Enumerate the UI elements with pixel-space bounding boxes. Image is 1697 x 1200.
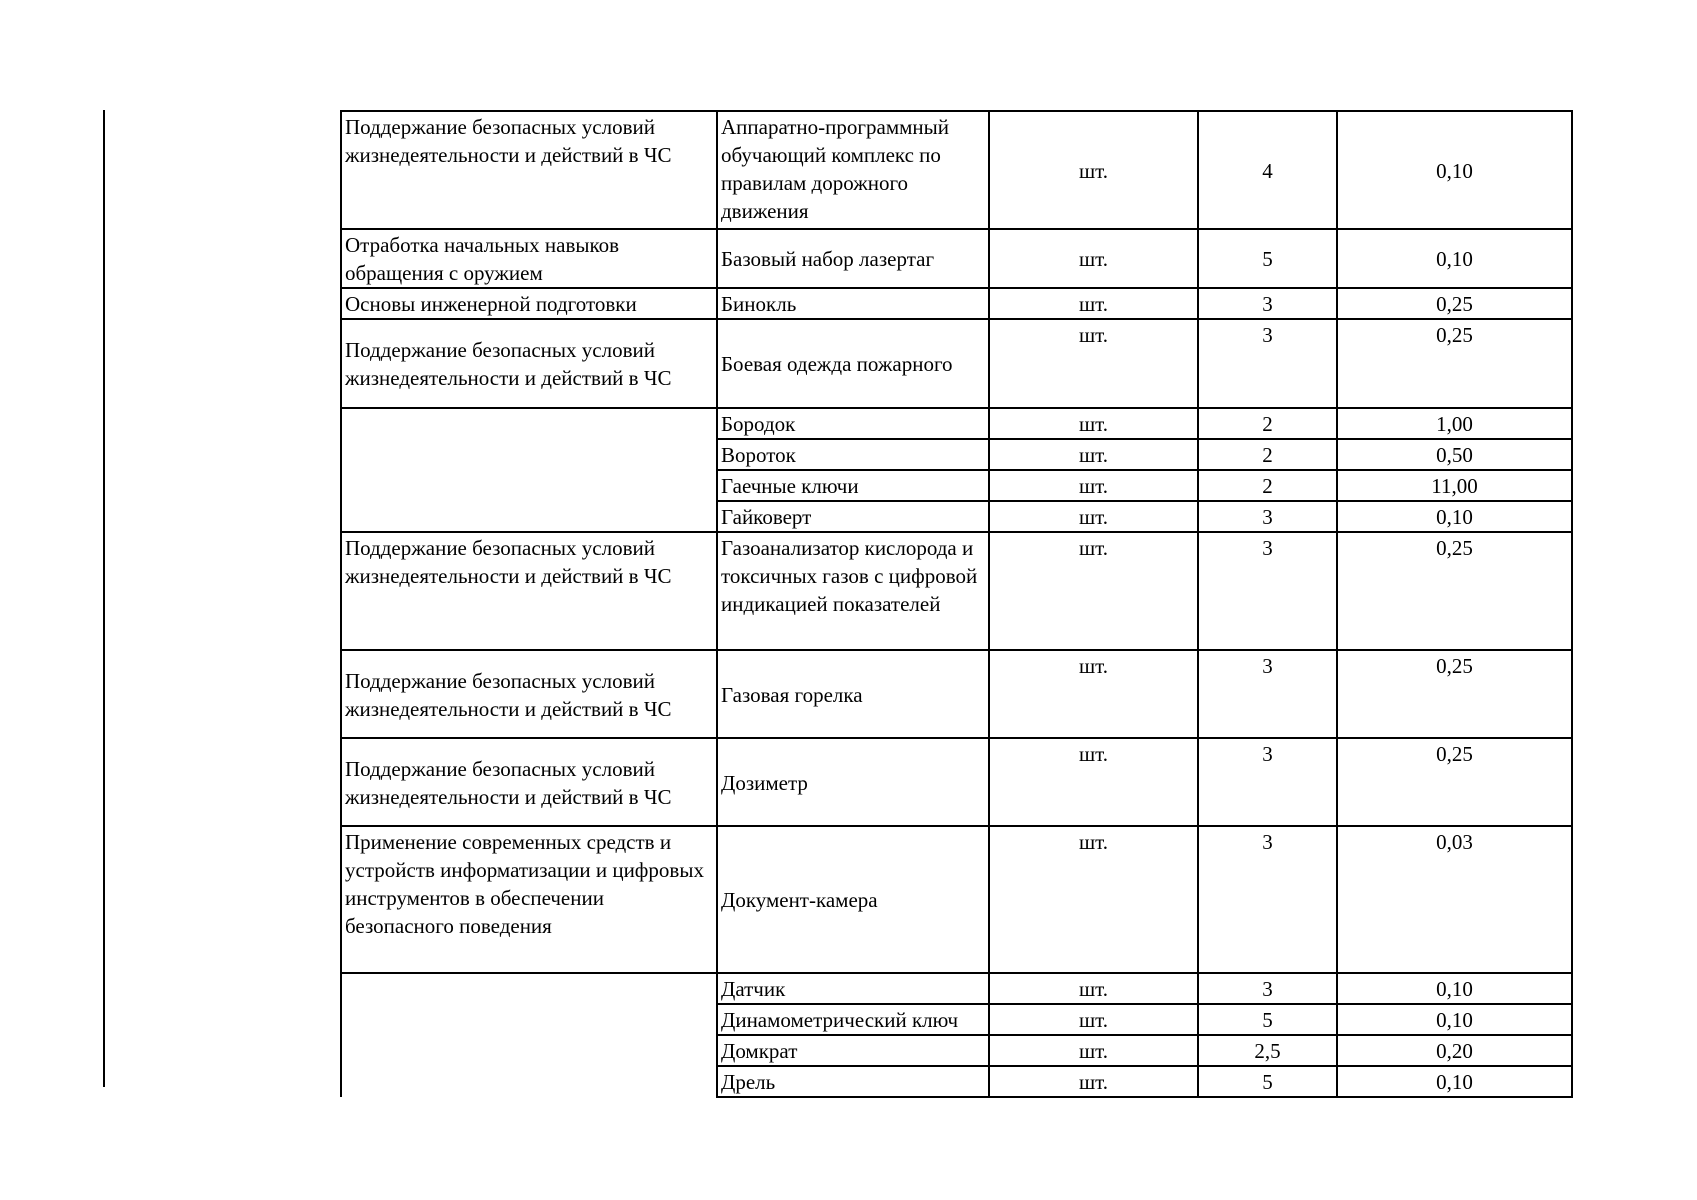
table-row (341, 650, 1572, 738)
coefficient-cell: 0,10 (1337, 1004, 1572, 1035)
section-cell: Поддержание безопасных условий жизнедеятельности и действий в ЧС (341, 532, 717, 650)
table-row (341, 229, 1572, 288)
item-name-cell: Боевая одежда пожарного (717, 319, 989, 408)
item-name-cell: Бинокль (717, 288, 989, 319)
table-row (341, 738, 1572, 826)
unit-cell: шт. (989, 1035, 1198, 1066)
coefficient-cell: 0,20 (1337, 1035, 1572, 1066)
quantity-cell: 5 (1198, 1004, 1337, 1035)
unit-cell: шт. (989, 650, 1198, 738)
unit-cell: шт. (989, 1066, 1198, 1097)
item-name-cell: Вороток (717, 439, 989, 470)
item-name-cell: Дрель (717, 1066, 989, 1097)
table-row (341, 826, 1572, 973)
unit-cell: шт. (989, 826, 1198, 973)
unit-cell: шт. (989, 408, 1198, 439)
unit-cell: шт. (989, 532, 1198, 650)
unit-cell: шт. (989, 439, 1198, 470)
quantity-cell: 3 (1198, 288, 1337, 319)
section-cell (341, 408, 717, 532)
quantity-cell: 2,5 (1198, 1035, 1337, 1066)
equipment-table (340, 110, 1573, 1098)
coefficient-cell: 0,10 (1337, 229, 1572, 288)
item-name-cell: Динамометрический ключ (717, 1004, 989, 1035)
coefficient-cell: 0,25 (1337, 738, 1572, 826)
unit-cell: шт. (989, 319, 1198, 408)
quantity-cell: 2 (1198, 470, 1337, 501)
item-name-cell: Газоанализатор кислорода и токсичных газов с цифровой индикацией показателей (717, 532, 989, 650)
section-cell: Поддержание безопасных условий жизнедеятельности и действий в ЧС (341, 650, 717, 738)
coefficient-cell: 11,00 (1337, 470, 1572, 501)
coefficient-cell: 0,25 (1337, 319, 1572, 408)
table-row (341, 319, 1572, 408)
item-name-cell: Гаечные ключи (717, 470, 989, 501)
item-name-cell: Дозиметр (717, 738, 989, 826)
quantity-cell: 3 (1198, 738, 1337, 826)
section-cell: Поддержание безопасных условий жизнедеятельности и действий в ЧС (341, 738, 717, 826)
coefficient-cell: 0,25 (1337, 532, 1572, 650)
section-cell: Применение современных средств и устройств информатизации и цифровых инструментов в обеспечении безопасного поведения (341, 826, 717, 973)
quantity-cell: 3 (1198, 650, 1337, 738)
unit-cell: шт. (989, 738, 1198, 826)
quantity-cell: 5 (1198, 1066, 1337, 1097)
table-row (341, 532, 1572, 650)
coefficient-cell: 0,25 (1337, 288, 1572, 319)
coefficient-cell: 0,10 (1337, 111, 1572, 229)
coefficient-cell: 0,10 (1337, 501, 1572, 532)
table-row (341, 408, 1572, 439)
item-name-cell: Газовая горелка (717, 650, 989, 738)
coefficient-cell: 0,10 (1337, 1066, 1572, 1097)
quantity-cell: 3 (1198, 826, 1337, 973)
unit-cell: шт. (989, 229, 1198, 288)
item-name-cell: Гайковерт (717, 501, 989, 532)
coefficient-cell: 0,03 (1337, 826, 1572, 973)
coefficient-cell: 0,50 (1337, 439, 1572, 470)
table-row (341, 111, 1572, 229)
section-cell: Отработка начальных навыков обращения с оружием (341, 229, 717, 288)
coefficient-cell: 0,25 (1337, 650, 1572, 738)
quantity-cell: 3 (1198, 532, 1337, 650)
quantity-cell: 3 (1198, 501, 1337, 532)
item-name-cell: Базовый набор лазертаг (717, 229, 989, 288)
quantity-cell: 4 (1198, 111, 1337, 229)
section-cell: Поддержание безопасных условий жизнедеятельности и действий в ЧС (341, 111, 717, 229)
unit-cell: шт. (989, 111, 1198, 229)
unit-cell: шт. (989, 470, 1198, 501)
item-name-cell: Датчик (717, 973, 989, 1004)
quantity-cell: 2 (1198, 408, 1337, 439)
unit-cell: шт. (989, 288, 1198, 319)
table-row (341, 288, 1572, 319)
coefficient-cell: 0,10 (1337, 973, 1572, 1004)
item-name-cell: Аппаратно-программный обучающий комплекс по правилам дорожного движения (717, 111, 989, 229)
quantity-cell: 5 (1198, 229, 1337, 288)
unit-cell: шт. (989, 501, 1198, 532)
quantity-cell: 2 (1198, 439, 1337, 470)
quantity-cell: 3 (1198, 319, 1337, 408)
section-cell (341, 973, 717, 1097)
quantity-cell: 3 (1198, 973, 1337, 1004)
section-cell: Поддержание безопасных условий жизнедеятельности и действий в ЧС (341, 319, 717, 408)
unit-cell: шт. (989, 973, 1198, 1004)
unit-cell: шт. (989, 1004, 1198, 1035)
left-margin-rule (103, 110, 105, 1087)
item-name-cell: Бородок (717, 408, 989, 439)
item-name-cell: Домкрат (717, 1035, 989, 1066)
table-row (341, 973, 1572, 1004)
coefficient-cell: 1,00 (1337, 408, 1572, 439)
section-cell: Основы инженерной подготовки (341, 288, 717, 319)
item-name-cell: Документ-камера (717, 826, 989, 973)
